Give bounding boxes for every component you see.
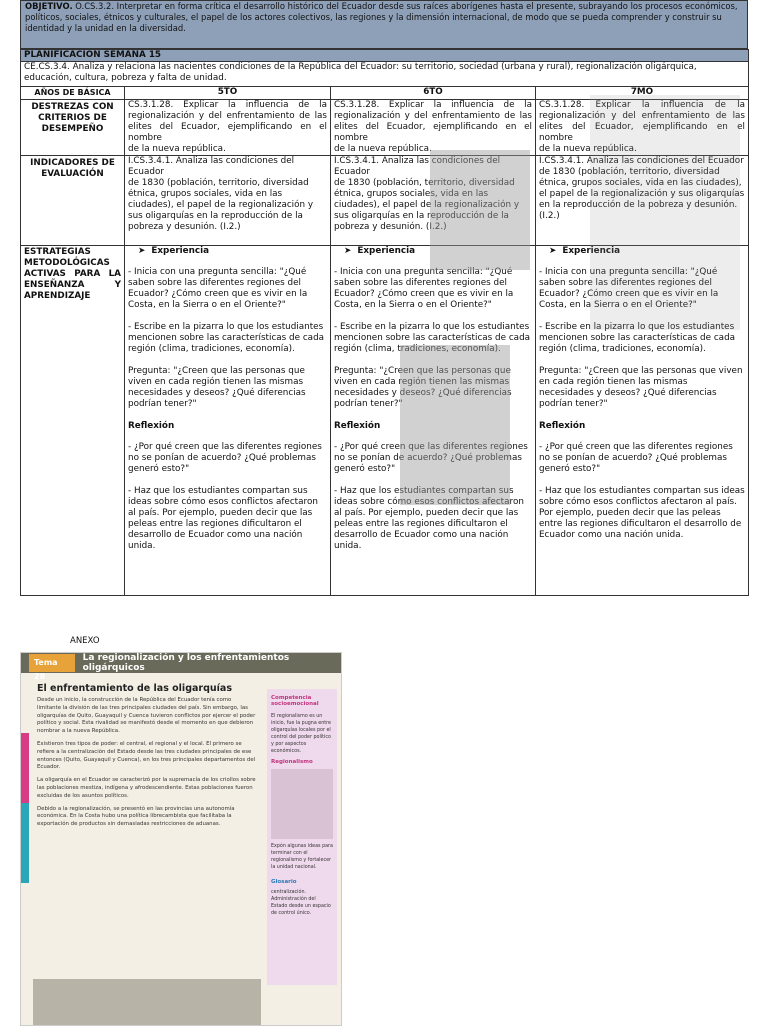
side-question: Expón algunas ideas para terminar con el regionalismo y fortalecer la unidad nacional. xyxy=(271,844,333,870)
skills-text: CS.3.1.28. Explicar la influencia de la regionalización y del enfrentamiento de las elites del Ecuador, ejemplificando en el nombre xyxy=(539,100,745,143)
indicators-text-2: de 1830 (población, territorio, diversidad étnica, grupos sociales, vida en las ciudades), el papel de la regionalización y sus oligarquías en la reproducción de la pobreza y desunión. (I.2.) xyxy=(128,178,314,232)
overlay-engraving-image xyxy=(400,345,510,505)
indicators-text: I.CS.3.4.1. Analiza las condiciones del Ecuador xyxy=(539,156,744,166)
experience-heading xyxy=(128,246,327,257)
indicators-text-2: de 1830 (población, territorio, diversidad étnica, grupos sociales, vida en las ciudades), el papel de la regionalización y sus oligarquías en la reproducción de la pobreza y desunión. (I.2.) xyxy=(539,167,745,221)
strategy-p1: - Inicia con una pregunta sencilla: "¿Qué saben sobre las diferentes regiones del Ecuador? ¿Cómo creen que es vivir en la Costa, en la Sierra o en el Oriente?" xyxy=(539,267,719,310)
criterion-text: CE.CS.3.4. Analiza y relaciona las nacientes condiciones de la República del Ecuador: su territorio, sociedad (urbana y rural), regionalización oligárquica, educación, cultura, pobreza y falta de unidad. xyxy=(21,62,749,87)
indicators-label: INDICADORES DE EVALUACIÓN xyxy=(21,156,125,246)
topic-band xyxy=(21,653,341,681)
skills-5to xyxy=(125,100,331,156)
book-p1: Desde un inicio, la construcción de la República del Ecuador tenía como limitante la división de las tres principales ciudades del país. Sin embargo, las oligarquías de Quito, Guayaquil y Cuenca tuvieron conflictos por ejercer el poder político y social. Esta rivalidad se manifestó desde el momento en que debieron nombrar a la nueva República. xyxy=(37,697,256,735)
skills-text-2: de la nueva república. xyxy=(334,144,432,154)
strategy-p2: - Escribe en la pizarra lo que los estudiantes mencionen sobre las características de cada región (clima, tradiciones, economía). xyxy=(128,322,325,354)
overlay-table-image xyxy=(430,150,530,270)
regionalism-label: Regionalismo xyxy=(271,759,313,765)
annex-label: ANEXO xyxy=(70,636,100,646)
arrow-icon: ➤ xyxy=(344,246,352,256)
glossary-text: centralización. Administración del Estado desde un espacio de control único. xyxy=(271,890,331,916)
experience-label: Experiencia xyxy=(151,246,210,256)
objective-box xyxy=(20,0,748,49)
arrow-icon: ➤ xyxy=(549,246,557,256)
reflection-heading: Reflexión xyxy=(334,421,381,431)
skills-text: CS.3.1.28. Explicar la influencia de la regionalización y del enfrentamiento de las elites del Ecuador, ejemplificando en el nombre xyxy=(334,100,532,143)
glossary-title: Glosario xyxy=(271,879,297,885)
strategies-label: ESTRATEGIAS METODOLÓGICAS ACTIVAS PARA LA ENSEÑANZA Y APRENDIZAJE xyxy=(21,246,125,596)
side-title: Competencia socioemocional xyxy=(271,695,319,707)
col-5to: 5TO xyxy=(125,87,331,100)
arrow-icon: ➤ xyxy=(138,246,146,256)
strategy-p3: Pregunta: "¿Creen que las personas que viven en cada región tienen las mismas necesidades y deseos? ¿Qué diferencias podrían tener?" xyxy=(334,366,512,409)
people-illustration xyxy=(271,769,333,839)
reflection-heading: Reflexión xyxy=(128,421,175,431)
topic-number: Tema 28 xyxy=(29,654,75,672)
overlay-page-image xyxy=(590,95,740,330)
experience-label: Experiencia xyxy=(357,246,416,256)
street-engraving-image xyxy=(33,979,261,1025)
strategy-p4: - ¿Por qué creen que las diferentes regiones no se ponían de acuerdo? ¿Qué problemas generó esto?" xyxy=(539,442,733,474)
strategy-p3: Pregunta: "¿Creen que las personas que viven en cada región tienen las mismas necesidades y deseos? ¿Qué diferencias podrían tener?" xyxy=(539,366,743,409)
book-body xyxy=(37,697,257,834)
col-7mo: 7MO xyxy=(536,87,749,100)
book-p4: Debido a la regionalización, se presentó en las provincias una autonomía económica. En la Costa hubo una política librecambista que facilitaba la exportación de productos sin demasiadas restricciones de aduanas. xyxy=(37,805,235,828)
strategy-p2: - Escribe en la pizarra lo que los estudiantes mencionen sobre las características de cada región (clima, tradiciones, economía). xyxy=(334,322,531,354)
strategy-p3: Pregunta: "¿Creen que las personas que viven en cada región tienen las mismas necesidades y deseos? ¿Qué diferencias podrían tener?" xyxy=(128,366,306,409)
book-p3: La oligarquía en el Ecuador se caracterizó por la supremacía de los criollos sobre las poblaciones mestiza, indígena y afrodescendiente. Estas poblaciones fueron excluidas de los asuntos políticos. xyxy=(37,777,256,799)
experience-label: Experiencia xyxy=(562,246,621,256)
indicators-text: I.CS.3.4.1. Analiza las condiciones del Ecuador xyxy=(334,156,501,177)
strategy-p5: - Haz que los estudiantes compartan sus ideas sobre cómo esos conflictos afectaron al país. Por ejemplo, pueden decir que las peleas entre las regiones dificultaron el desarrollo de Ecuador como una nación unida. xyxy=(334,486,524,551)
side-panel xyxy=(267,689,337,985)
col-6to: 6TO xyxy=(331,87,536,100)
teal-accent xyxy=(21,803,29,883)
skills-label: DESTREZAS CON CRITERIOS DE DESEMPEÑO xyxy=(21,100,125,156)
side-text: El regionalismo es un inicio, fue la pugna entre oligarquías locales por el control del poder político y por aspectos económicos. xyxy=(271,714,331,754)
strategy-p5: - Haz que los estudiantes compartan sus ideas sobre cómo esos conflictos afectaron al país. Por ejemplo, pueden decir que las peleas entre las regiones dificultaron el desarrollo de Ecuador como una nación unida. xyxy=(539,486,745,540)
objective-label: OBJETIVO. xyxy=(25,1,73,11)
section-title: El enfrentamiento de las oligarquías xyxy=(37,683,232,694)
strategies-5to xyxy=(125,246,331,596)
skills-text: CS.3.1.28. Explicar la influencia de la regionalización y del enfrentamiento de las elites del Ecuador, ejemplificando en el nombre xyxy=(128,100,327,143)
textbook-page xyxy=(20,652,342,1026)
skills-text-2: de la nueva república. xyxy=(539,144,637,154)
col-label-years: AÑOS DE BÁSICA xyxy=(21,87,125,100)
indicators-text: I.CS.3.4.1. Analiza las condiciones del Ecuador xyxy=(128,156,295,177)
skills-6to xyxy=(331,100,536,156)
pink-accent xyxy=(21,733,29,803)
indicators-text-2: de 1830 (población, territorio, diversidad étnica, grupos sociales, vida en las ciudades), el papel de la regionalización y sus oligarquías en la reproducción de la pobreza y desunión. (I.2.) xyxy=(334,178,520,232)
topic-title: La regionalización y los enfrentamientos oligárquicos xyxy=(82,653,290,673)
strategy-p2: - Escribe en la pizarra lo que los estudiantes mencionen sobre las características de cada región (clima, tradiciones, economía). xyxy=(539,322,736,354)
objective-text: O.CS.3.2. Interpretar en forma crítica el desarrollo histórico del Ecuador desde sus raíces aborígenes hasta el presente, subrayando los procesos económicos, políticos, sociales, étnicos y culturales, el papel de los actores colectivos, las regiones y la dimensión internacional, de modo que se pueda comprender y construir su identidad y la unidad en la diversidad. xyxy=(25,1,738,33)
skills-text-2: de la nueva república. xyxy=(128,144,226,154)
strategy-p1: - Inicia con una pregunta sencilla: "¿Qué saben sobre las diferentes regiones del Ecuador? ¿Cómo creen que es vivir en la Costa, en la Sierra o en el Oriente?" xyxy=(128,267,308,310)
strategy-p4: - ¿Por qué creen que las diferentes regiones no se ponían de acuerdo? ¿Qué problemas generó esto?" xyxy=(334,442,528,474)
indicators-5to xyxy=(125,156,331,246)
strategy-p4: - ¿Por qué creen que las diferentes regiones no se ponían de acuerdo? ¿Qué problemas generó esto?" xyxy=(128,442,322,474)
strategy-p1: - Inicia con una pregunta sencilla: "¿Qué saben sobre las diferentes regiones del Ecuador? ¿Cómo creen que es vivir en la Costa, en la Sierra o en el Oriente?" xyxy=(334,267,514,310)
reflection-heading: Reflexión xyxy=(539,421,586,431)
book-p2: Existieron tres tipos de poder: el central, el regional y el local. El primero se refiere a la centralización del Estado desde las tres ciudades principales de ese entonces (Quito, Guayaquil y Cuenca), en los tres principales departamentos del Ecuador. xyxy=(37,740,256,771)
planning-title: PLANIFICACIÓN SEMANA 15 xyxy=(21,50,749,62)
strategy-p5: - Haz que los estudiantes compartan sus ideas sobre cómo esos conflictos afectaron al país. Por ejemplo, pueden decir que las peleas entre las regiones dificultaron el desarrollo de Ecuador como una nación unida. xyxy=(128,486,318,551)
